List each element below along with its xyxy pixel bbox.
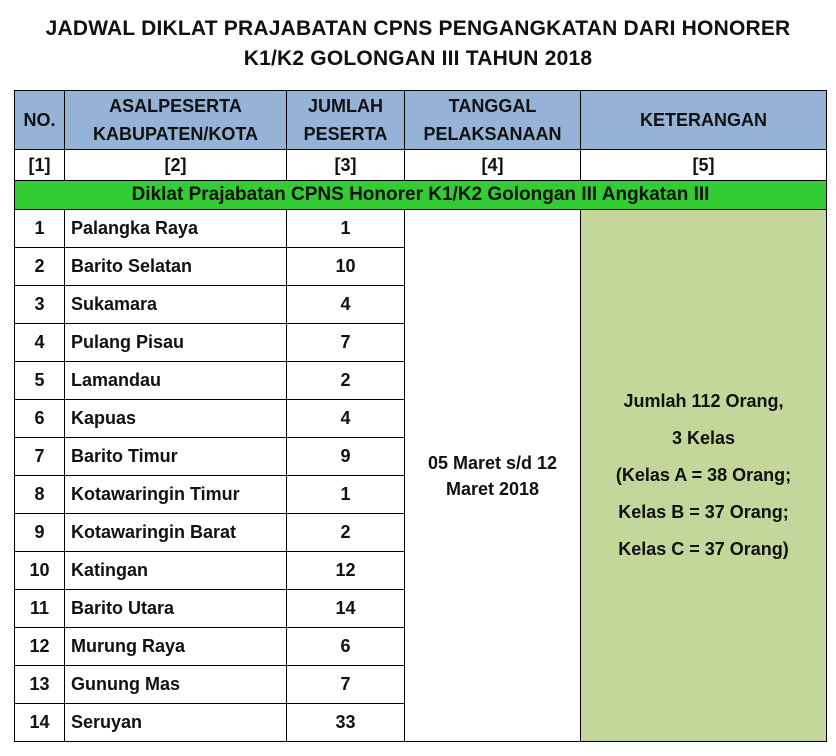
- header-asal-line-2: KABUPATEN/KOTA: [93, 124, 258, 144]
- row-number: 12: [15, 628, 65, 666]
- index-cell: [3]: [287, 150, 405, 181]
- row-number: 9: [15, 514, 65, 552]
- index-cell: [4]: [405, 150, 581, 181]
- remarks-line: 3 Kelas: [671, 428, 736, 448]
- header-tanggal-line-1: TANGGAL: [448, 96, 537, 116]
- title-line-2: K1/K2 GOLONGAN III TAHUN 2018: [243, 47, 593, 70]
- participant-count: 6: [287, 628, 405, 666]
- regency-name: Seruyan: [65, 704, 287, 742]
- title-line-1: JADWAL DIKLAT PRAJABATAN CPNS PENGANGKATAN DARI HONORER: [45, 17, 791, 40]
- participant-count: 4: [287, 286, 405, 324]
- regency-name: Barito Utara: [65, 590, 287, 628]
- regency-name: Lamandau: [65, 362, 287, 400]
- row-number: 5: [15, 362, 65, 400]
- header-row: [15, 91, 827, 150]
- row-number: 6: [15, 400, 65, 438]
- remarks-line: Jumlah 112 Orang,: [623, 391, 784, 411]
- row-number: 4: [15, 324, 65, 362]
- participant-count: 1: [287, 476, 405, 514]
- regency-name: Barito Timur: [65, 438, 287, 476]
- regency-name: Kotawaringin Barat: [65, 514, 287, 552]
- row-number: 2: [15, 248, 65, 286]
- row-number: 14: [15, 704, 65, 742]
- table-row: [15, 210, 827, 248]
- regency-name: Kotawaringin Timur: [65, 476, 287, 514]
- participant-count: 9: [287, 438, 405, 476]
- regency-name: Kapuas: [65, 400, 287, 438]
- participant-count: 7: [287, 666, 405, 704]
- schedule-table: [14, 90, 827, 742]
- row-number: 1: [15, 210, 65, 248]
- index-cell: [2]: [65, 150, 287, 181]
- row-number: 13: [15, 666, 65, 704]
- row-number: 8: [15, 476, 65, 514]
- implementation-date: [405, 210, 581, 742]
- header-asal: [65, 91, 287, 150]
- header-jumlah-line-2: PESERTA: [303, 124, 388, 144]
- regency-name: Barito Selatan: [65, 248, 287, 286]
- participant-count: 12: [287, 552, 405, 590]
- document-title: [0, 0, 836, 74]
- participant-count: 2: [287, 514, 405, 552]
- header-no: NO.: [15, 91, 65, 150]
- regency-name: Katingan: [65, 552, 287, 590]
- date-line: Maret 2018: [445, 478, 540, 499]
- header-tanggal: [405, 91, 581, 150]
- regency-name: Gunung Mas: [65, 666, 287, 704]
- participant-count: 10: [287, 248, 405, 286]
- index-row: [15, 150, 827, 181]
- remarks-line: Kelas B = 37 Orang;: [618, 502, 789, 522]
- regency-name: Sukamara: [65, 286, 287, 324]
- header-jumlah: [287, 91, 405, 150]
- participant-count: 7: [287, 324, 405, 362]
- header-asal-line-1: ASALPESERTA: [109, 96, 242, 116]
- participant-count: 4: [287, 400, 405, 438]
- participant-count: 33: [287, 704, 405, 742]
- regency-name: Murung Raya: [65, 628, 287, 666]
- remarks-line: (Kelas A = 38 Orang;: [615, 465, 792, 485]
- regency-name: Palangka Raya: [65, 210, 287, 248]
- participant-count: 14: [287, 590, 405, 628]
- section-band: Diklat Prajabatan CPNS Honorer K1/K2 Golongan III Angkatan III: [15, 181, 827, 210]
- header-jumlah-line-1: JUMLAH: [308, 96, 383, 116]
- participant-count: 2: [287, 362, 405, 400]
- remarks: [581, 210, 827, 742]
- remarks-line: Kelas C = 37 Orang): [618, 539, 789, 559]
- row-number: 7: [15, 438, 65, 476]
- row-number: 10: [15, 552, 65, 590]
- regency-name: Pulang Pisau: [65, 324, 287, 362]
- index-cell: [5]: [581, 150, 827, 181]
- row-number: 3: [15, 286, 65, 324]
- date-line: 05 Maret s/d 12: [427, 452, 558, 473]
- header-keterangan: KETERANGAN: [581, 91, 827, 150]
- participant-count: 1: [287, 210, 405, 248]
- header-tanggal-line-2: PELAKSANAAN: [423, 124, 562, 144]
- section-band-row: [15, 181, 827, 210]
- row-number: 11: [15, 590, 65, 628]
- index-cell: [1]: [15, 150, 65, 181]
